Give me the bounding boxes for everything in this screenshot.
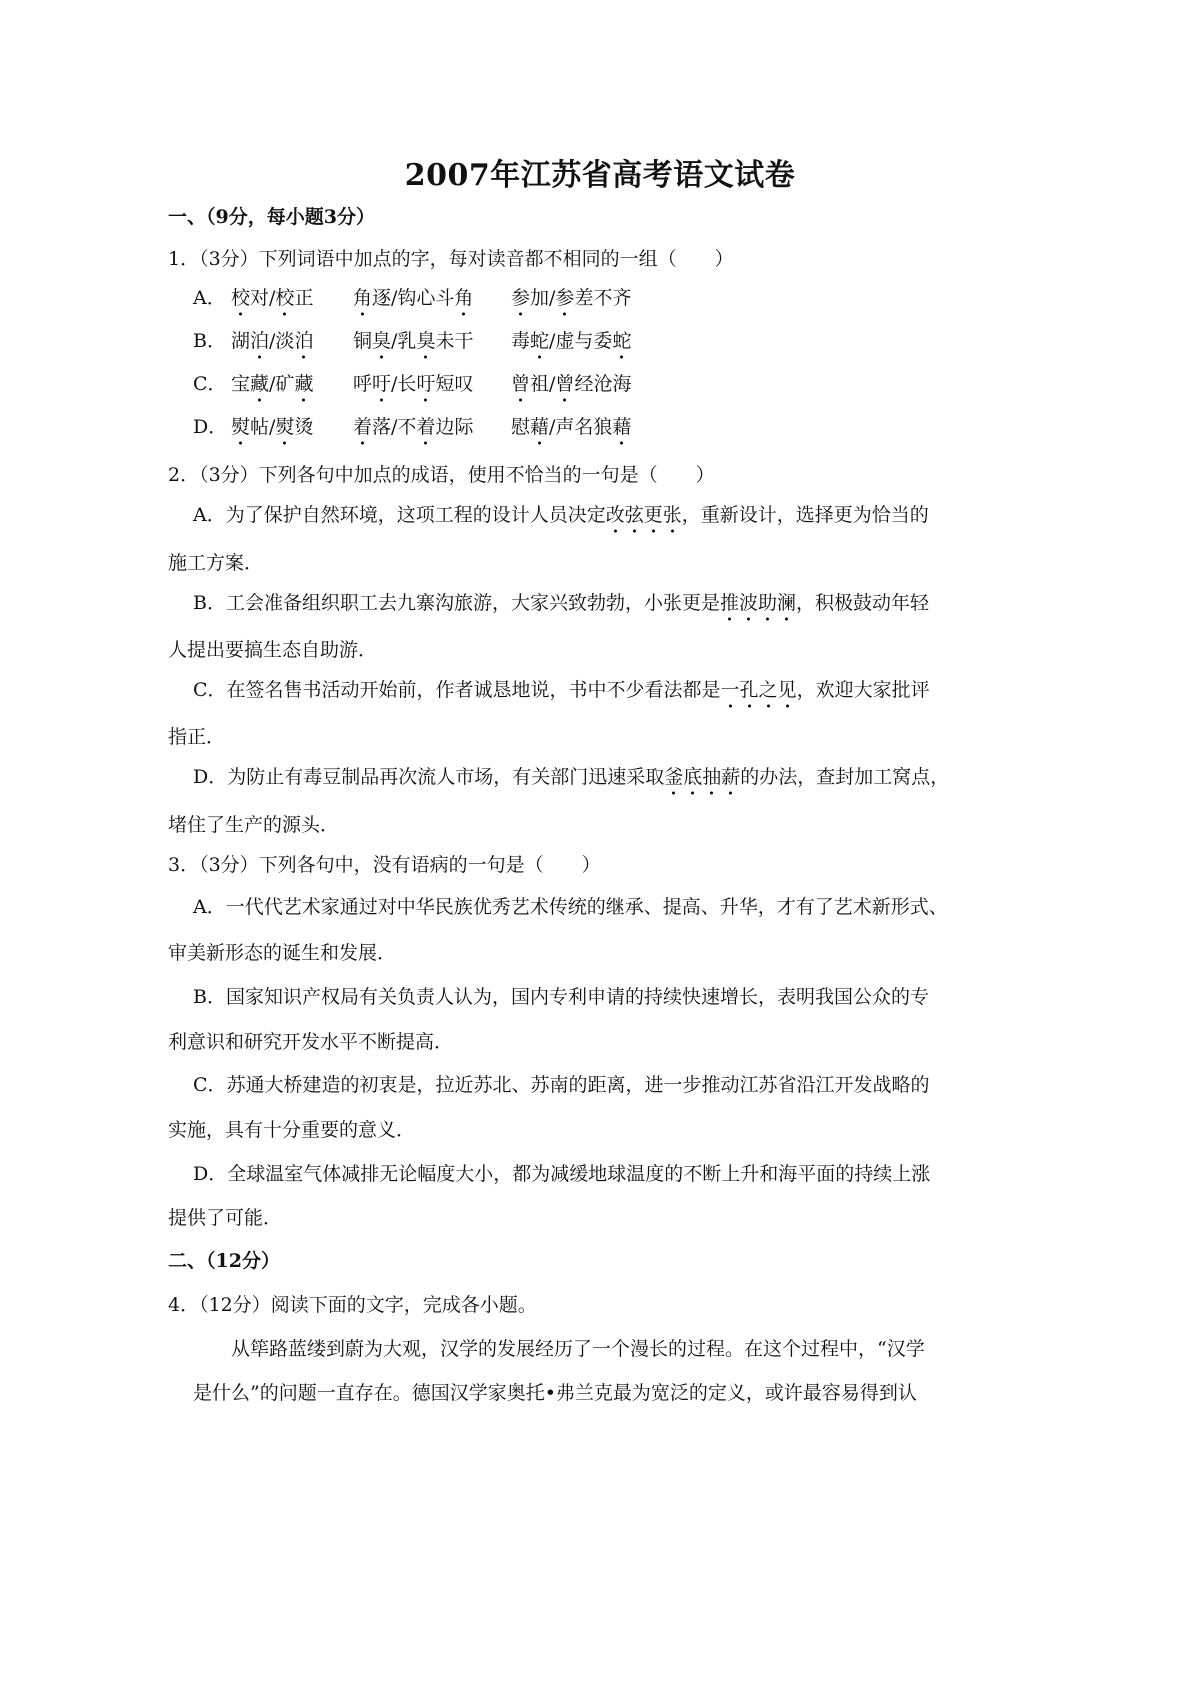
page-title: 2007年江苏省高考语文试卷: [404, 158, 796, 193]
word-pair-1: 湖泊/淡泊: [231, 329, 313, 353]
q1-stem: 1．（3分）下列词语中加点的字，每对读音都不相同的一组（ ）: [168, 248, 734, 270]
word-pair-1: 宝藏/矿藏: [231, 372, 313, 396]
option-letter: D．: [193, 416, 228, 438]
word-pair-3: 毒蛇/虚与委蛇: [511, 329, 631, 353]
q2-option-a-cont: 施工方案．: [168, 552, 264, 574]
q4-stem: 4．（12分）阅读下面的文字，完成各小题。: [168, 1294, 537, 1316]
option-letter: B．: [193, 330, 226, 352]
q2-stem: 2．（3分）下列各句中加点的成语，使用不恰当的一句是（ ）: [168, 464, 715, 486]
q3-option-d-cont: 提供了可能．: [168, 1207, 283, 1229]
q2-option-d: D．为防止有毒豆制品再次流人市场，有关部门迅速采取釜底抽薪的办法，查封加工窝点，: [193, 765, 949, 789]
idiom-marked: 改弦更张: [606, 504, 682, 534]
q2-option-b-cont: 人提出要搞生态自助游．: [168, 639, 378, 661]
word-pair-1: 校对/校正: [231, 286, 313, 310]
idiom-marked: 推波助澜: [720, 592, 796, 622]
q3-option-b: B．国家知识产权局有关负责人认为，国内专利申请的持续快速增长，表明我国公众的专: [193, 986, 929, 1008]
q3-option-d: D．全球温室气体减排无论幅度大小，都为减缓地球温度的不断上升和海平面的持续上涨: [193, 1163, 931, 1185]
word-pair-3: 参加/参差不齐: [511, 286, 631, 310]
q3-option-a-cont: 审美新形态的诞生和发展．: [168, 942, 397, 964]
q2-option-c-cont: 指正．: [168, 726, 226, 748]
q2-option-a: A．为了保护自然环境，这项工程的设计人员决定改弦更张，重新设计，选择更为恰当的: [193, 503, 929, 527]
q4-passage-line-2: 是什么”的问题一直存在。德国汉学家奥托•弗兰克最为宽泛的定义，或许最容易得到认: [193, 1382, 917, 1404]
idiom-marked: 釜底抽薪: [664, 766, 740, 796]
word-pair-2: 呼吁/长吁短叹: [353, 372, 473, 396]
section-2-heading: 二、（12分）: [168, 1250, 280, 1272]
option-letter: C．: [193, 373, 227, 395]
q4-passage-line-1: 从筚路蓝缕到蔚为大观，汉学的发展经历了一个漫长的过程。在这个过程中，“汉学: [231, 1338, 925, 1360]
q3-stem: 3．（3分）下列各句中，没有语病的一句是（ ）: [168, 854, 601, 876]
q3-option-c-cont: 实施，具有十分重要的意义．: [168, 1119, 416, 1141]
q3-option-a: A．一代代艺术家通过对中华民族优秀艺术传统的继承、提高、升华，才有了艺术新形式、: [193, 896, 948, 918]
q2-option-c: C．在签名售书活动开始前，作者诚恳地说，书中不少看法都是一孔之见，欢迎大家批评: [193, 678, 930, 702]
word-pair-2: 着落/不着边际: [353, 415, 473, 439]
word-pair-2: 铜臭/乳臭未干: [353, 329, 473, 353]
word-pair-3: 曾祖/曾经沧海: [511, 372, 631, 396]
word-pair-3: 慰藉/声名狼藉: [511, 415, 631, 439]
q2-option-d-cont: 堵住了生产的源头．: [168, 814, 340, 836]
q3-option-c: C．苏通大桥建造的初衷是，拉近苏北、苏南的距离，进一步推动江苏省沿江开发战略的: [193, 1074, 930, 1096]
q2-option-b: B．工会准备组织职工去九寨沟旅游，大家兴致勃勃，小张更是推波助澜，积极鼓动年轻: [193, 591, 929, 615]
idiom-marked: 一孔之见: [721, 679, 797, 709]
q3-option-b-cont: 利意识和研究开发水平不断提高．: [168, 1031, 454, 1053]
option-letter: A．: [193, 287, 226, 309]
section-1-heading: 一、（9分，每小题3分）: [168, 206, 375, 228]
word-pair-1: 熨帖/熨烫: [231, 415, 313, 439]
word-pair-2: 角逐/钩心斗角: [353, 286, 473, 310]
